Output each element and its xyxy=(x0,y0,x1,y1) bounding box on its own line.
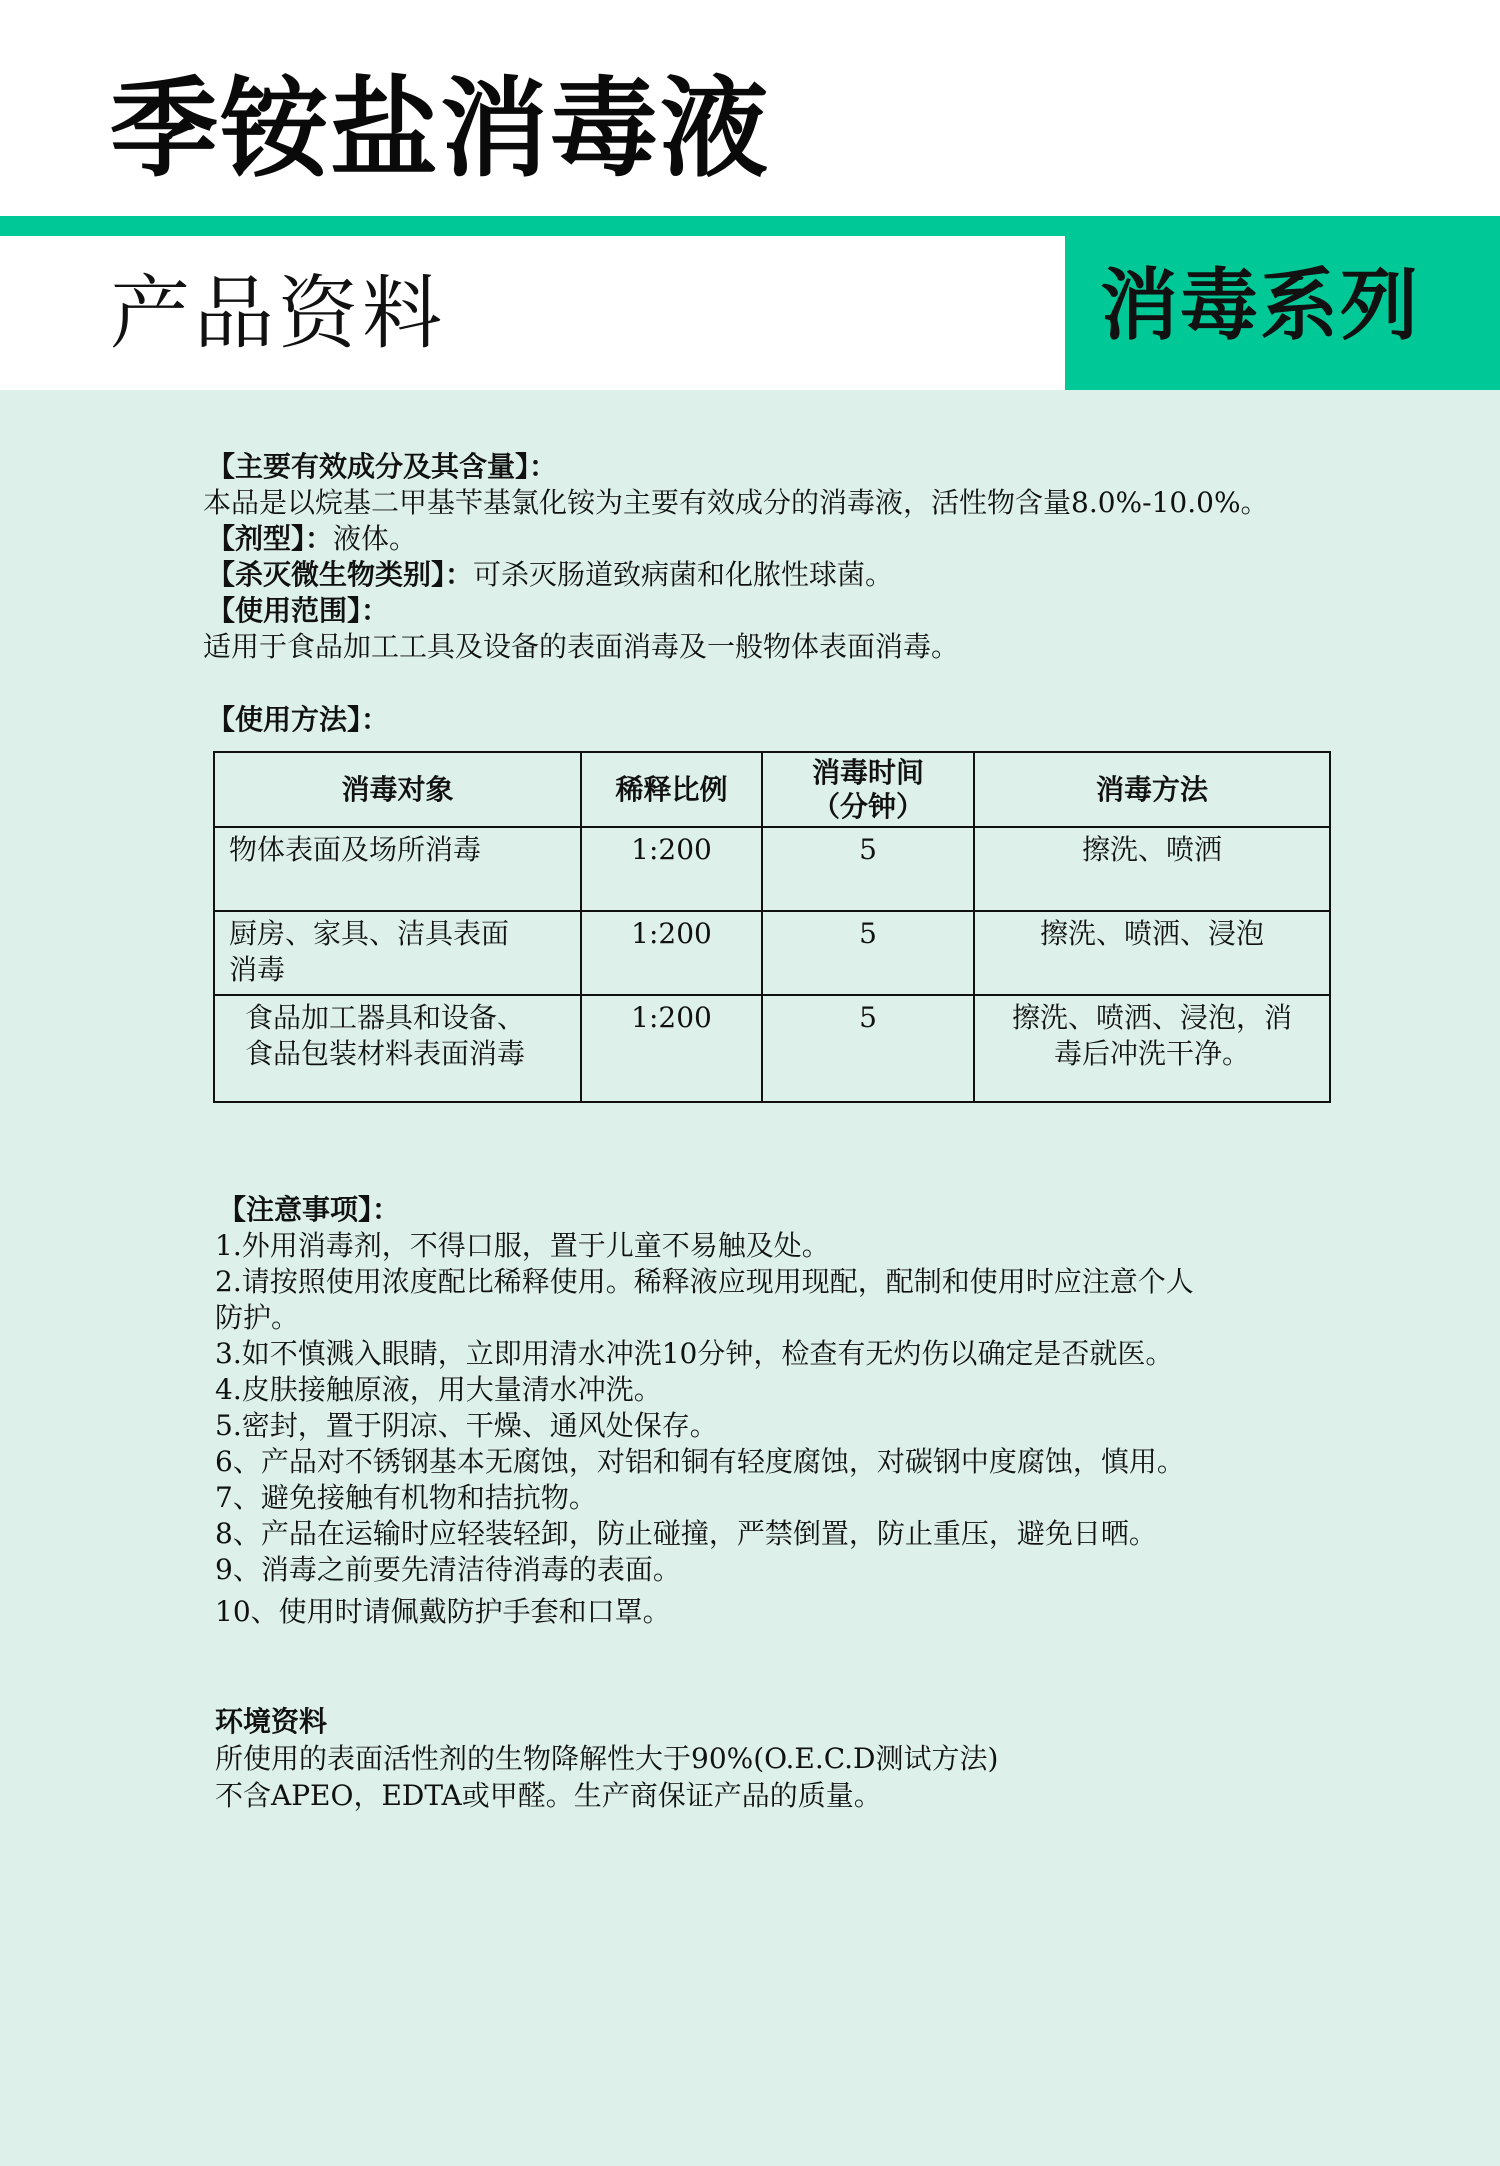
note-line: 6、产品对不锈钢基本无腐蚀，对铝和铜有轻度腐蚀，对碳钢中度腐蚀，慎用。 xyxy=(215,1445,1185,1478)
environment-line: 不含APEO，EDTA或甲醛。生产商保证产品的质量。 xyxy=(215,1779,882,1812)
cell-time: 5 xyxy=(762,827,974,911)
cell-object xyxy=(214,911,581,995)
accent-bar xyxy=(0,216,1500,236)
note-line: 9、消毒之前要先清洁待消毒的表面。 xyxy=(215,1553,681,1586)
note-line: 5.密封，置于阴凉、干燥、通风处保存。 xyxy=(215,1409,718,1442)
note-line: 7、避免接触有机物和拮抗物。 xyxy=(215,1481,597,1514)
notes-heading: 【注意事项】： xyxy=(218,1193,401,1226)
environment-heading: 环境资料 xyxy=(215,1705,328,1738)
cell-method-line: 毒后冲洗干净。 xyxy=(1053,1037,1250,1070)
cell-method xyxy=(974,911,1330,995)
header-time-line2: （分钟） xyxy=(811,789,924,823)
form-line xyxy=(207,521,417,557)
microbe-value: 可杀灭肠道致病菌和化脓性球菌。 xyxy=(473,558,894,591)
cell-ratio: 1:200 xyxy=(581,911,762,995)
header-ratio: 稀释比例 xyxy=(581,752,762,827)
series-label: 消毒系列 xyxy=(1100,261,1421,351)
header-time xyxy=(762,752,974,827)
note-line: 2.请按照使用浓度配比稀释使用。稀释液应现用现配，配制和使用时应注意个人 xyxy=(215,1265,1194,1298)
usage-table xyxy=(213,751,1331,1103)
cell-object-line: 物体表面及场所消毒 xyxy=(229,833,482,866)
note-line: 3.如不慎溅入眼睛，立即用清水冲洗10分钟，检查有无灼伤以确定是否就医。 xyxy=(215,1337,1174,1370)
ingredient-text: 本品是以烷基二甲基苄基氯化铵为主要有效成分的消毒液，活性物含量8.0%-10.0%。 xyxy=(203,486,1269,519)
form-value: 液体。 xyxy=(333,522,418,555)
cell-method-line: 擦洗、喷洒、浸泡 xyxy=(1039,917,1264,950)
cell-time: 5 xyxy=(762,911,974,995)
cell-object-line: 食品加工器具和设备、 xyxy=(245,1001,526,1034)
note-line: 1.外用消毒剂，不得口服，置于儿童不易触及处。 xyxy=(215,1229,830,1262)
note-line: 4.皮肤接触原液，用大量清水冲洗。 xyxy=(215,1373,662,1406)
cell-object xyxy=(214,827,581,911)
table-row xyxy=(214,995,1330,1102)
table-row xyxy=(214,827,1330,911)
microbe-label: 【杀灭微生物类别】： xyxy=(207,558,474,591)
cell-time: 5 xyxy=(762,995,974,1102)
product-title: 季铵盐消毒液 xyxy=(110,67,771,192)
note-line: 防护。 xyxy=(215,1301,300,1334)
cell-object-line: 消毒 xyxy=(229,953,286,986)
method-heading: 【使用方法】： xyxy=(207,703,390,736)
cell-method xyxy=(974,827,1330,911)
form-label: 【剂型】： xyxy=(207,522,334,555)
header-object: 消毒对象 xyxy=(214,752,581,827)
ingredient-heading: 【主要有效成分及其含量】： xyxy=(207,450,558,483)
cell-method-line: 擦洗、喷洒、浸泡，消 xyxy=(1011,1001,1292,1034)
table-row xyxy=(214,911,1330,995)
cell-object-line: 食品包装材料表面消毒 xyxy=(245,1037,526,1070)
section-title: 产品资料 xyxy=(110,267,446,360)
cell-ratio: 1:200 xyxy=(581,995,762,1102)
cell-method xyxy=(974,995,1330,1102)
table-header-row xyxy=(214,752,1330,827)
header-time-line1: 消毒时间 xyxy=(811,755,924,789)
environment-line: 所使用的表面活性剂的生物降解性大于90%(O.E.C.D测试方法) xyxy=(215,1742,999,1775)
scope-heading: 【使用范围】： xyxy=(207,594,390,627)
cell-method-line: 擦洗、喷洒 xyxy=(1081,833,1222,866)
note-line: 8、产品在运输时应轻装轻卸，防止碰撞，严禁倒置，防止重压，避免日晒。 xyxy=(215,1517,1157,1550)
header-method: 消毒方法 xyxy=(974,752,1330,827)
scope-text: 适用于食品加工工具及设备的表面消毒及一般物体表面消毒。 xyxy=(203,630,960,663)
cell-object xyxy=(214,995,581,1102)
cell-ratio: 1:200 xyxy=(581,827,762,911)
note-line: 10、使用时请佩戴防护手套和口罩。 xyxy=(215,1595,671,1628)
microbe-line xyxy=(207,557,893,593)
cell-object-line: 厨房、家具、洁具表面 xyxy=(229,917,510,950)
